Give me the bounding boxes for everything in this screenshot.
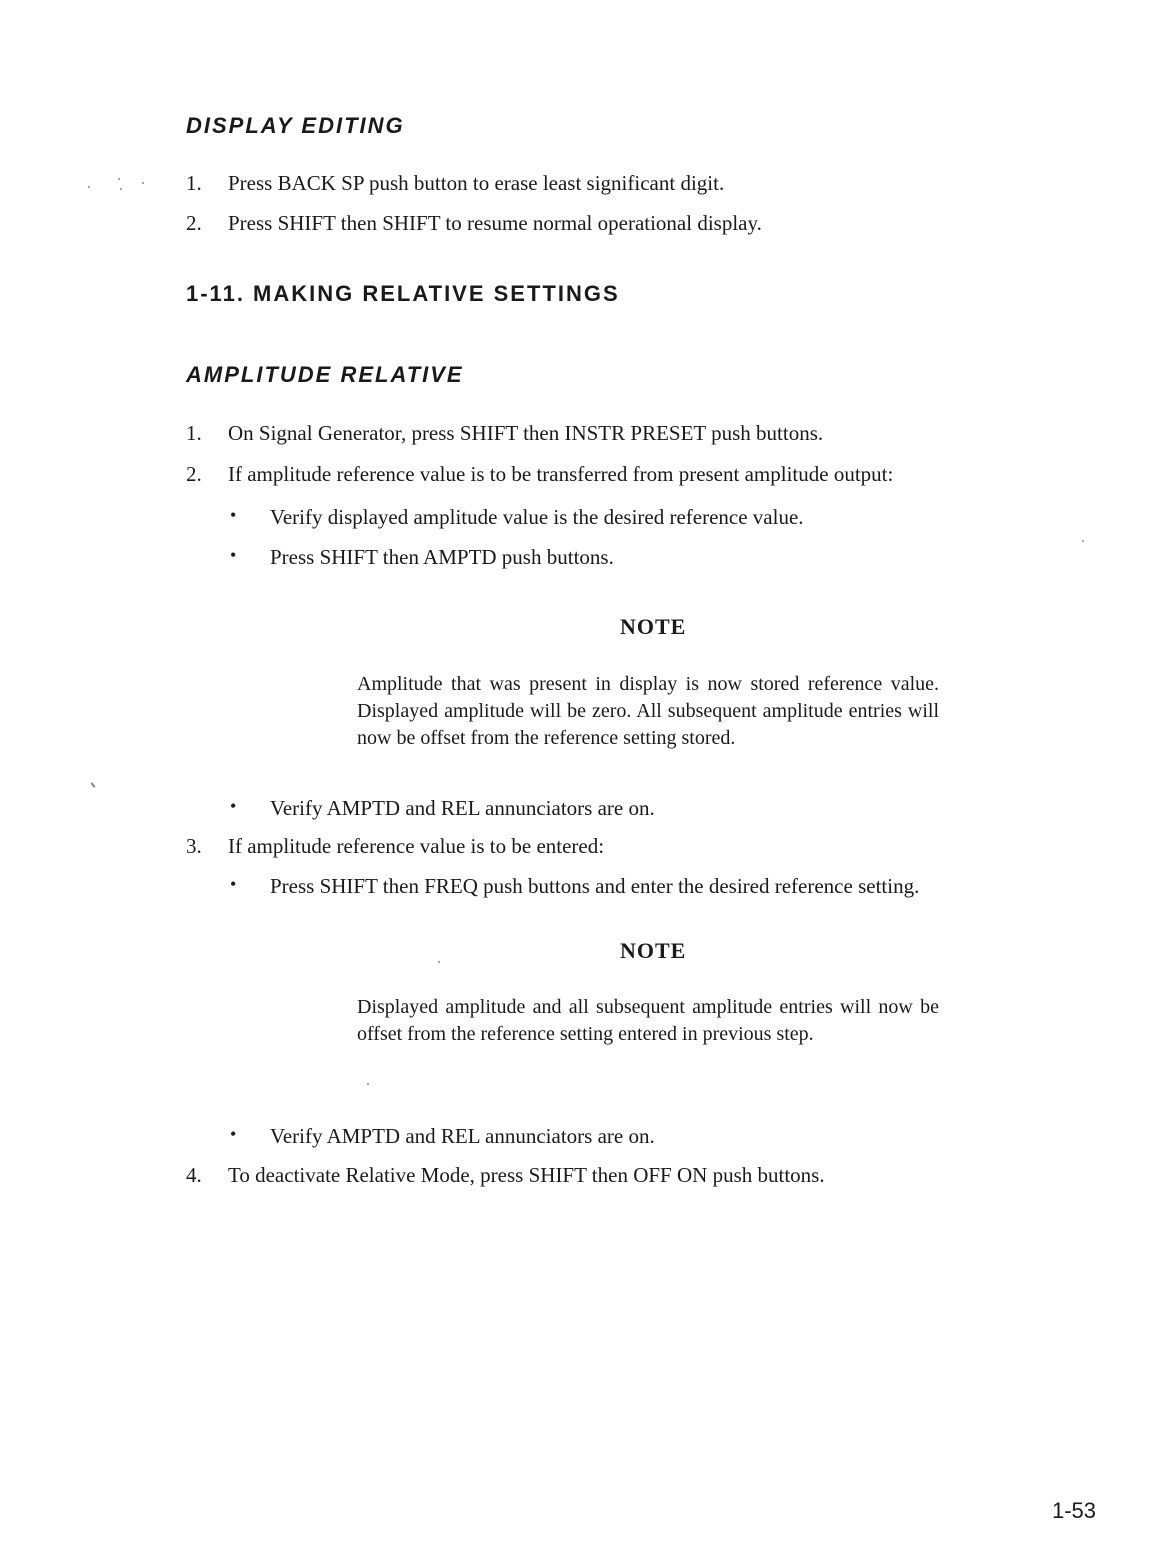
note-title: NOTE	[620, 938, 687, 963]
scan-speck	[118, 178, 120, 180]
scan-speck	[142, 182, 144, 184]
step-number: 3.	[186, 834, 202, 858]
scan-speck	[90, 782, 95, 788]
bullet-text: Verify AMPTD and REL annunciators are on.	[270, 1124, 655, 1148]
note-body: Amplitude that was present in display is now stored reference value. Displayed amplitude will be zero. All subsequent amplitude entries will now be offset from the reference setting stored.	[357, 673, 939, 749]
bullet-text: Press SHIFT then FREQ push buttons and enter the desired reference setting.	[270, 874, 920, 898]
step-text: To deactivate Relative Mode, press SHIFT then OFF ON push buttons.	[228, 1163, 825, 1187]
step-number: 2.	[186, 211, 202, 235]
display-editing-heading: DISPLAY EDITING	[186, 113, 405, 138]
bullet-text: Press SHIFT then AMPTD push buttons.	[270, 545, 614, 569]
note-title: NOTE	[620, 614, 687, 639]
bullet-icon: •	[230, 545, 237, 565]
bullet-icon: •	[230, 1124, 237, 1144]
step-text: Press BACK SP push button to erase least significant digit.	[228, 171, 725, 195]
step-text: If amplitude reference value is to be transferred from present amplitude output:	[228, 462, 894, 486]
bullet-text: Verify AMPTD and REL annunciators are on.	[270, 796, 655, 820]
step-text: On Signal Generator, press SHIFT then INSTR PRESET push buttons.	[228, 421, 824, 445]
scan-speck	[438, 961, 440, 963]
note-body: Displayed amplitude and all subsequent amplitude entries will now be offset from the reference setting entered in previous step.	[357, 996, 939, 1045]
scan-speck	[1082, 540, 1084, 542]
step-number: 1.	[186, 171, 202, 195]
step-number: 4.	[186, 1163, 202, 1187]
step-text: Press SHIFT then SHIFT to resume normal operational display.	[228, 211, 762, 235]
bullet-text: Verify displayed amplitude value is the desired reference value.	[270, 505, 804, 529]
step-number: 1.	[186, 421, 202, 445]
section-heading: 1-11. MAKING RELATIVE SETTINGS	[186, 281, 620, 306]
scan-speck	[120, 188, 122, 190]
scan-speck	[367, 1083, 369, 1085]
step-number: 2.	[186, 462, 202, 486]
bullet-icon: •	[230, 874, 237, 894]
step-text: If amplitude reference value is to be entered:	[228, 834, 605, 858]
scan-speck	[88, 186, 90, 188]
bullet-icon: •	[230, 505, 237, 525]
page-number: 1-53	[1052, 1498, 1097, 1523]
bullet-icon: •	[230, 796, 237, 816]
amplitude-relative-heading: AMPLITUDE RELATIVE	[186, 362, 464, 387]
